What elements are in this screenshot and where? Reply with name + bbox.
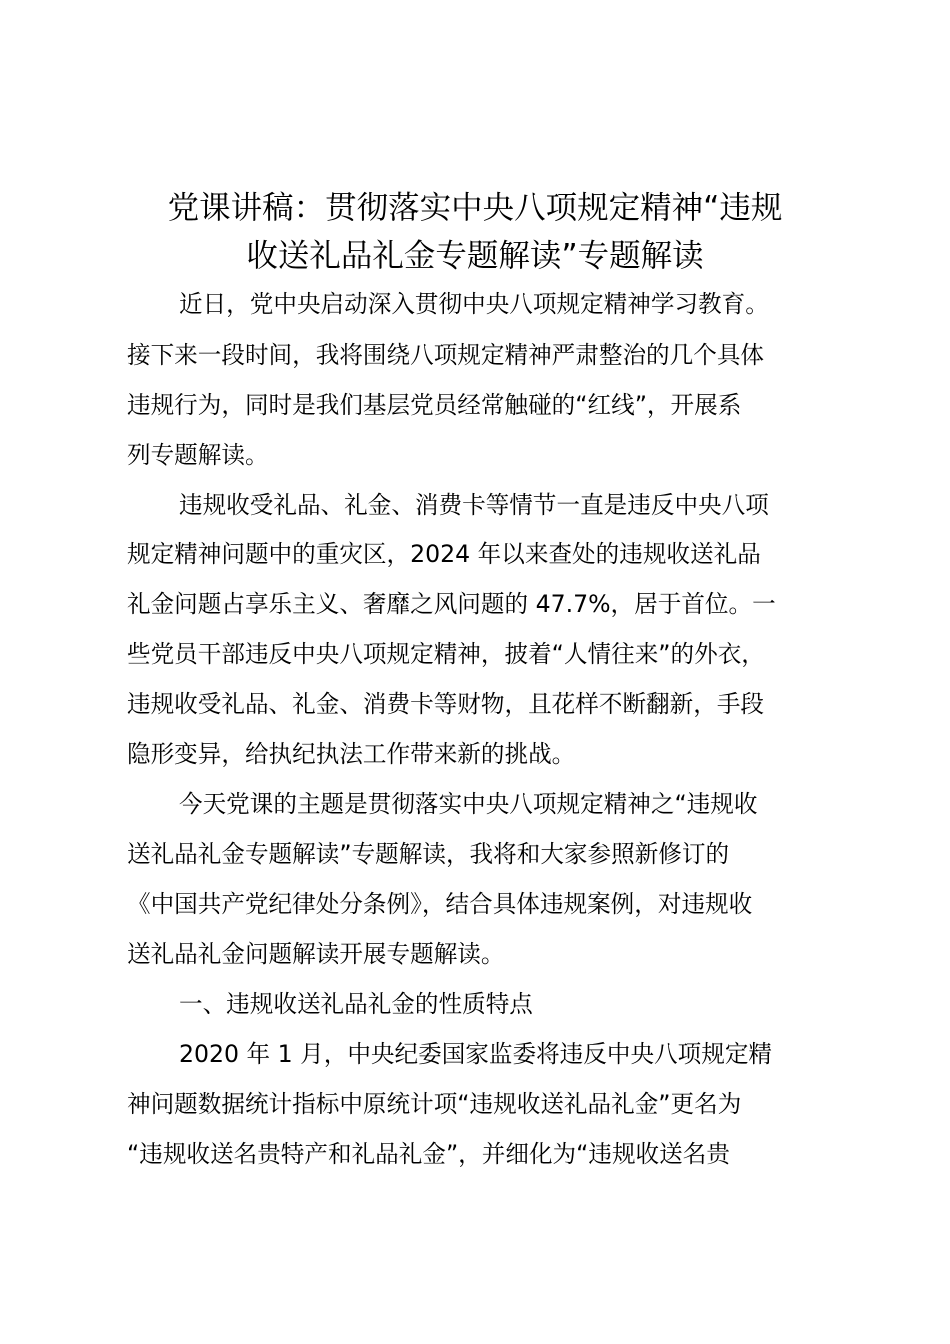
- paragraph-2-line-5: 违规收受礼品、礼金、消费卡等财物，且花样不断翻新，手段: [127, 690, 765, 718]
- paragraph-2-line-1: 违规收受礼品、礼金、消费卡等情节一直是违反中央八项: [179, 491, 769, 519]
- document-title-line-2: 收送礼品礼金专题解读”专题解读: [246, 238, 704, 274]
- paragraph-4-line-2: 神问题数据统计指标中原统计项“违规收送礼品礼金”更名为: [127, 1090, 742, 1118]
- document-title-line-1: 党课讲稿：贯彻落实中央八项规定精神“违规: [167, 190, 783, 226]
- paragraph-2-line-3: 礼金问题占享乐主义、奢靡之风问题的 47.7%，居于首位。一: [127, 590, 776, 618]
- paragraph-2-line-4: 些党员干部违反中央八项规定精神，披着“人情往来”的外衣，: [127, 640, 765, 668]
- paragraph-3-line-3: 《中国共产党纪律处分条例》，结合具体违规案例，对违规收: [127, 890, 753, 918]
- paragraph-4-line-1: 2020 年 1 月，中央纪委国家监委将违反中央八项规定精: [179, 1040, 773, 1068]
- paragraph-3-line-4: 送礼品礼金问题解读开展专题解读。: [127, 940, 505, 968]
- paragraph-1-line-1: 近日，党中央启动深入贯彻中央八项规定精神学习教育。: [179, 290, 769, 318]
- paragraph-4-line-3: “违规收送名贵特产和礼品礼金”，并细化为“违规收送名贵: [127, 1140, 730, 1168]
- paragraph-2-line-6: 隐形变异，给执纪执法工作带来新的挑战。: [127, 740, 576, 768]
- paragraph-2-line-2: 规定精神问题中的重灾区，2024 年以来查处的违规收送礼品: [127, 540, 761, 568]
- paragraph-3-line-1: 今天党课的主题是贯彻落实中央八项规定精神之“违规收: [179, 790, 758, 818]
- section-heading: 一、违规收送礼品礼金的性质特点: [179, 990, 533, 1018]
- paragraph-1-line-2: 接下来一段时间，我将围绕八项规定精神严肃整治的几个具体: [127, 341, 765, 369]
- paragraph-1-line-3: 违规行为，同时是我们基层党员经常触碰的“红线”，开展系: [127, 391, 742, 419]
- paragraph-1-line-4: 列专题解读。: [127, 441, 269, 469]
- paragraph-3-line-2: 送礼品礼金专题解读”专题解读，我将和大家参照新修订的: [127, 840, 730, 868]
